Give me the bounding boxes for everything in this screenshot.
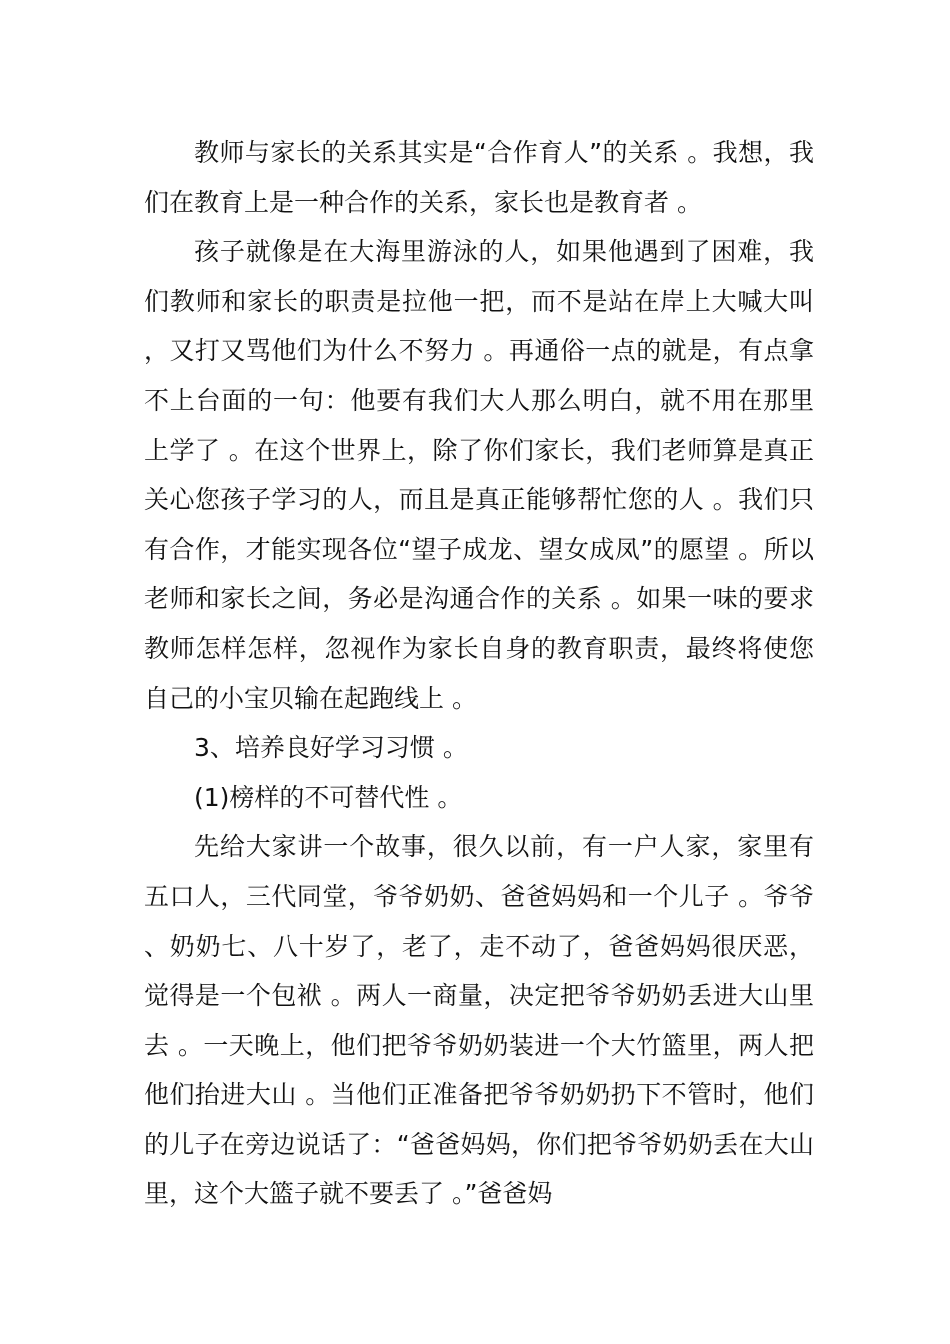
subsection-heading-role-model: (1)榜样的不可替代性 。: [194, 782, 463, 812]
section-heading-learning-habits: 3、培养良好学习习惯 。: [194, 733, 468, 763]
paragraph-story: 先给大家讲一个故事，很久以前，有一户人家，家里有五口人，三代同堂，爷爷奶奶、爸爸妈妈和一个儿子 。爷爷、奶奶七、八十岁了，老了，走不动了，爸爸妈妈很厌恶，觉得是一个包袱 。两人一商量，决定把爷爷奶奶丢进大山里去 。一天晚上，他们把爷爷奶奶装进一个大竹篮里，两人把他们抬进大山 。当他们正准备把爷爷奶奶扔下不管时，他们的儿子在旁边说话了：“爸爸妈妈，你们把爷爷奶奶丢在大山里，这个大篮子就不要丢了 。”爸爸妈: [144, 832, 814, 1209]
document-body: [144, 128, 814, 1219]
paragraph-cooperation: 教师与家长的关系其实是“合作育人”的关系 。我想，我们在教育上是一种合作的关系，家长也是教育者 。: [144, 138, 814, 217]
paragraph-swimming-analogy: 孩子就像是在大海里游泳的人，如果他遇到了困难，我们教师和家长的职责是拉他一把，而不是站在岸上大喊大叫，又打又骂他们为什么不努力 。再通俗一点的就是，有点拿不上台面的一句：他要有我们大人那么明白，就不用在那里上学了 。在这个世界上，除了你们家长，我们老师算是真正关心您孩子学习的人，而且是真正能够帮忙您的人 。我们只有合作，才能实现各位“望子成龙、望女成凤”的愿望 。所以老师和家长之间，务必是沟通合作的关系 。如果一味的要求教师怎样怎样，忽视作为家长自身的教育职责，最终将使您自己的小宝贝输在起跑线上 。: [144, 237, 814, 713]
